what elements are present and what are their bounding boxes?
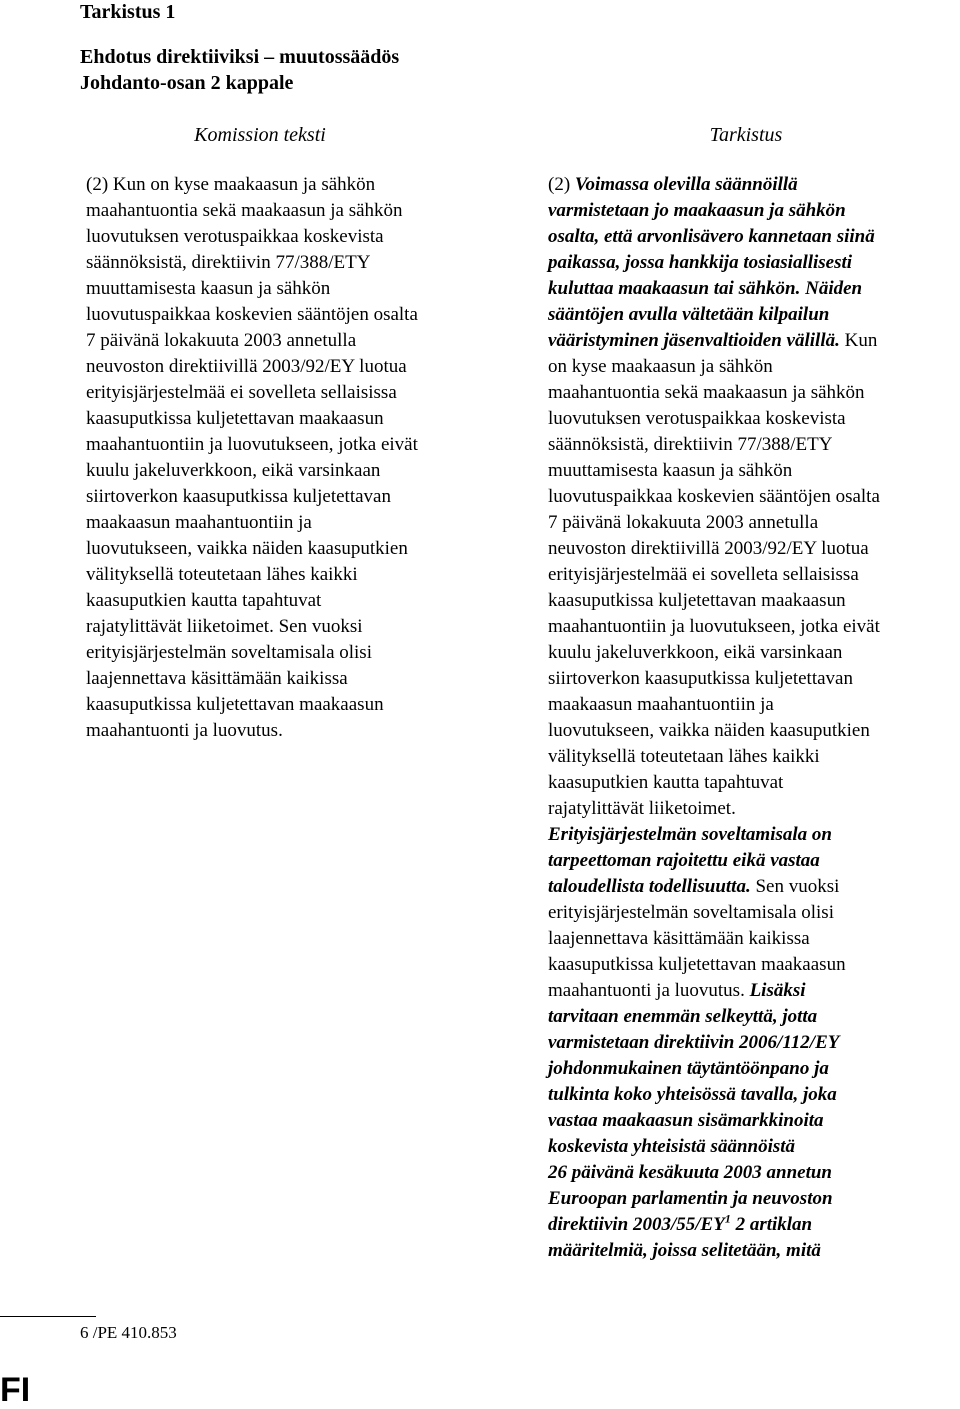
text-line: laajennettava käsittämään kaikissa [86,668,348,689]
text-line: rajatylittävät liiketoimet. [548,798,736,819]
text-line [548,978,952,1004]
proposal-title: Ehdotus direktiiviksi – muutossäädös [80,46,400,68]
amended-text-line: 26 päivänä kesäkuuta 2003 annetun [548,1162,832,1183]
plain-text: Sen vuoksi [750,876,840,897]
text-line: maahantuontiin ja luovutukseen, jotka eivät [86,434,418,455]
text-line: kaasuputkien kautta tapahtuvat [548,772,784,793]
text-line: luovutuksen verotuspaikkaa koskevista [86,226,384,247]
commission-text [86,172,478,744]
text-line [548,172,952,198]
text-line: neuvoston direktiivillä 2003/92/EY luotua [548,538,869,559]
proposal-subtitle: Johdanto-osan 2 kappale [80,72,294,94]
text-line: erityisjärjestelmän soveltamisala olisi [548,902,834,923]
text-line: maahantuonti ja luovutus. [86,720,283,741]
amended-text-line: Erityisjärjestelmän soveltamisala on [548,824,832,845]
amended-text: 2 artiklan [730,1214,813,1235]
right-column-heading: Tarkistus [709,124,783,146]
amended-text: kuluttaa maakaasun tai sähkön. [548,278,801,299]
amended-text-line: paikassa, jossa hankkija tosiasiallisesti [548,252,853,273]
text-line: 7 päivänä lokakuuta 2003 annetulla [548,512,819,533]
text-line: kaasuputkien kautta tapahtuvat [86,590,322,611]
text-line: erityisjärjestelmää ei sovelleta sellaisissa [548,564,859,585]
text-line: välityksellä toteutetaan lähes kaikki [86,564,358,585]
amended-text-line: määritelmiä, joissa selitetään, mitä [548,1240,821,1261]
text-line: maahantuontia sekä maakaasun ja sähkön [86,200,403,221]
text-line: neuvoston direktiivillä 2003/92/EY luotua [86,356,407,377]
footnote-marker: 1 [724,1211,731,1226]
amended-text: direktiivin 2003/55/EY [548,1214,725,1235]
amended-text-line [548,1212,952,1238]
amended-text-line: varmistetaan direktiivin 2006/112/EY [548,1032,840,1053]
amended-text-line: sääntöjen avulla vältetään kilpailun [548,304,830,325]
text-line: kuulu jakeluverkkoon, eikä varsinkaan [86,460,381,481]
text-line: muuttamisesta kaasun ja sähkön [86,278,331,299]
text-line: siirtoverkon kaasuputkissa kuljetettavan [86,486,391,507]
text-line: kaasuputkissa kuljetettavan maakaasun [548,954,846,975]
text-line: maahantuontiin ja luovutukseen, jotka eivät [548,616,880,637]
amended-text-line: tulkinta koko yhteisössä tavalla, joka [548,1084,837,1105]
text-line: säännöksistä, direktiivin 77/388/ETY [86,252,371,273]
text-line: luovutuksen verotuspaikkaa koskevista [548,408,846,429]
text-line: 7 päivänä lokakuuta 2003 annetulla [86,330,357,351]
plain-text: Kun [839,330,878,351]
text-line: luovutuspaikkaa koskevien sääntöjen osalta [548,486,880,507]
amended-text: vääristyminen jäsenvaltioiden välillä. [548,330,840,351]
text-line: on kyse maakaasun ja sähkön [548,356,773,377]
amended-text: Voimassa olevilla säännöillä [574,174,798,195]
amended-text-line: johdonmukainen täytäntöönpano ja [548,1058,829,1079]
text-line: luovutukseen, vaikka näiden kaasuputkien [548,720,870,741]
text-line: erityisjärjestelmää ei sovelleta sellaisissa [86,382,397,403]
amendment-title: Tarkistus 1 [80,1,176,23]
amended-text: Näiden [800,278,863,299]
text-line: erityisjärjestelmän soveltamisala olisi [86,642,372,663]
amended-text-line: tarpeettoman rajoitettu eikä vastaa [548,850,820,871]
text-line: siirtoverkon kaasuputkissa kuljetettavan [548,668,853,689]
language-code: FI [0,1371,31,1409]
footer-divider [0,1316,96,1317]
amended-text-line: osalta, että arvonlisävero kannetaan siinä [548,226,875,247]
text-line [548,328,952,354]
amendment-text [548,172,952,1264]
text-line: muuttamisesta kaasun ja sähkön [548,460,793,481]
text-line: (2) Kun on kyse maakaasun ja sähkön [86,174,376,195]
amended-text-line: Euroopan parlamentin ja neuvoston [548,1188,833,1209]
text-line: kaasuputkissa kuljetettavan maakaasun [86,694,384,715]
text-line: luovutuspaikkaa koskevien sääntöjen osalta [86,304,418,325]
text-line: kaasuputkissa kuljetettavan maakaasun [86,408,384,429]
text-line: välityksellä toteutetaan lähes kaikki [548,746,820,767]
text-line: maakaasun maahantuontiin ja [86,512,312,533]
amended-text-line: koskevista yhteisistä säännöistä [548,1136,796,1157]
text-line: rajatylittävät liiketoimet. Sen vuoksi [86,616,363,637]
text-line: luovutukseen, vaikka näiden kaasuputkien [86,538,408,559]
text-line: maakaasun maahantuontiin ja [548,694,774,715]
text-line: laajennettava käsittämään kaikissa [548,928,810,949]
text-line: maahantuontia sekä maakaasun ja sähkön [548,382,865,403]
amended-text: taloudellista todellisuutta. [548,876,751,897]
text-line: säännöksistä, direktiivin 77/388/ETY [548,434,833,455]
text-line [548,276,952,302]
plain-text: maahantuonti ja luovutus. [548,980,750,1001]
text-line [548,874,952,900]
amended-text: Lisäksi [749,980,806,1001]
text-line: kaasuputkissa kuljetettavan maakaasun [548,590,846,611]
proposal-header [80,44,399,96]
left-column-heading: Komission teksti [194,124,326,146]
amended-text-line: vastaa maakaasun sisämarkkinoita [548,1110,824,1131]
plain-text: (2) [548,174,575,195]
amended-text-line: varmistetaan jo maakaasun ja sähkön [548,200,846,221]
text-line: kuulu jakeluverkkoon, eikä varsinkaan [548,642,843,663]
amended-text-line: tarvitaan enemmän selkeyttä, jotta [548,1006,818,1027]
page-number: 6 /PE 410.853 [80,1323,177,1342]
